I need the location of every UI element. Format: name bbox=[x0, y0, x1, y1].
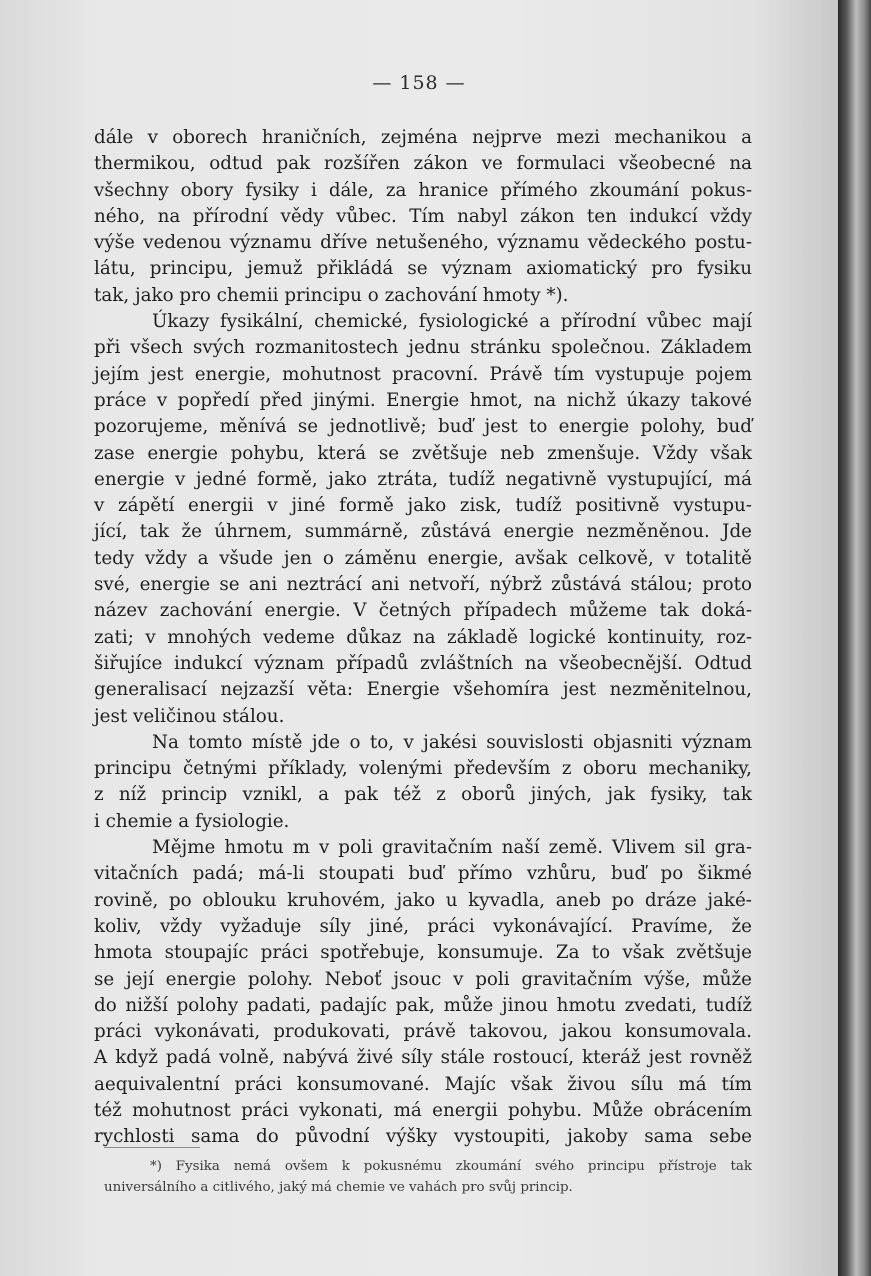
footnote bbox=[104, 1156, 752, 1198]
text-line: jest veličinou stálou. bbox=[94, 705, 285, 727]
text-line: práci vykonávati, produkovati, právě takovou, jakou konsumovala. bbox=[94, 1021, 752, 1043]
text-line: zati; v mnohých vedeme důkaz na základě logické kontinuity, roz- bbox=[94, 626, 752, 648]
page-number: — 158 — bbox=[372, 72, 466, 94]
body-text bbox=[94, 125, 752, 1151]
text-line: dále v oborech hraničních, zejména nejprve mezi mechanikou a bbox=[94, 127, 752, 148]
text-line: se její energie polohy. Neboť jsouc v poli gravitačním výše, může bbox=[94, 968, 752, 990]
paragraph-start-line: Mějme hmotu m v poli gravitačním naší země. Vlivem sil gra- bbox=[152, 837, 752, 859]
text-line: všechny obory fysiky i dále, za hranice přímého zkoumání pokus- bbox=[94, 179, 752, 201]
text-line: vitačních padá; má-li stoupati buď přímo vzhůru, buď po šikmé bbox=[94, 863, 752, 885]
text-line: při všech svých rozmanitostech jednu stránku společnou. Základem bbox=[94, 337, 752, 359]
text-line: práce v popředí před jinými. Energie hmot, na nichž úkazy takové bbox=[94, 389, 752, 411]
paragraph-start-line: Na tomto místě jde o to, v jakési souvislosti objasniti význam bbox=[152, 731, 752, 753]
text-line: energie v jedné formě, jako ztráta, tudíž negativně vystupující, má bbox=[94, 468, 752, 490]
footnote-line: universálního a citlivého, jaký má chemie ve vahách pro svůj princip. bbox=[104, 1180, 573, 1195]
text-line: aequivalentní práci konsumované. Majíc však živou sílu má tím bbox=[94, 1073, 752, 1095]
text-line: principu četnými příklady, volenými především z oboru mechaniky, bbox=[94, 758, 752, 780]
text-line: tedy vždy a všude jen o záměnu energie, avšak celkově, v totalitě bbox=[94, 547, 752, 569]
text-line: látu, principu, jemuž přikládá se význam axiomatický pro fysiku bbox=[94, 258, 752, 280]
text-line: do nižší polohy padati, padajíc pak, může jinou hmotu zvedati, tudíž bbox=[94, 994, 752, 1016]
text-line: rovině, po oblouku kruhovém, jako u kyvadla, aneb po dráze jaké- bbox=[94, 889, 752, 911]
text-line: hmota stoupajíc práci spotřebuje, konsumuje. Za to však zvětšuje bbox=[94, 942, 752, 964]
footnote-line: *) Fysika nemá ovšem k pokusnému zkoumání svého principu přístroje tak bbox=[150, 1159, 752, 1174]
text-line: název zachování energie. V četných případech můžeme tak doká- bbox=[94, 600, 752, 622]
paragraph-start-line: Úkazy fysikální, chemické, fysiologické a přírodní vůbec mají bbox=[152, 311, 752, 333]
text-line: své, energie se ani neztrácí ani netvoří, nýbrž zůstává stálou; proto bbox=[94, 574, 752, 596]
text-line: jící, tak že úhrnem, summárně, zůstává energie nezměněnou. Jde bbox=[94, 521, 752, 543]
text-line: jejím jest energie, mohutnost pracovní. Právě tím vystupuje pojem bbox=[94, 363, 752, 385]
text-line: tak, jako pro chemii principu o zachování hmoty *). bbox=[94, 284, 569, 306]
text-line: zase energie pohybu, která se zvětšuje neb zmenšuje. Vždy však bbox=[94, 442, 752, 464]
text-line: koliv, vždy vyžaduje síly jiné, práci vykonávající. Pravíme, že bbox=[94, 915, 752, 937]
text-line: též mohutnost práci vykonati, má energii pohybu. Může obrácením bbox=[94, 1099, 752, 1121]
text-line: výše vedenou významu dříve netušeného, významu vědeckého postu- bbox=[94, 232, 752, 254]
text-line: rychlosti sama do původní výšky vystoupiti, jakoby sama sebe bbox=[94, 1126, 752, 1148]
footnote-divider bbox=[104, 1147, 200, 1148]
text-line: šiřujíce indukcí význam případů zvláštních na všeobecnější. Odtud bbox=[94, 652, 752, 674]
text-line: A když padá volně, nabývá živé síly stále rostoucí, kteráž jest rovněž bbox=[94, 1047, 752, 1069]
text-line: z níž princip vznikl, a pak též z oborů jiných, jak fysiky, tak bbox=[94, 784, 752, 806]
text-line: ného, na přírodní vědy vůbec. Tím nabyl zákon ten indukcí vždy bbox=[94, 205, 752, 227]
text-line: thermikou, odtud pak rozšířen zákon ve formulaci všeobecné na bbox=[94, 153, 752, 175]
text-line: generalisací nejzazší věta: Energie všehomíra jest nezměnitelnou, bbox=[94, 679, 752, 701]
book-page-edge bbox=[838, 0, 871, 1276]
text-line: i chemie a fysiologie. bbox=[94, 810, 290, 832]
text-line: pozorujeme, měnívá se jednotlivě; buď jest to energie polohy, buď bbox=[94, 416, 752, 438]
text-line: v zápětí energii v jiné formě jako zisk, tudíž positivně vystupu- bbox=[94, 495, 752, 517]
